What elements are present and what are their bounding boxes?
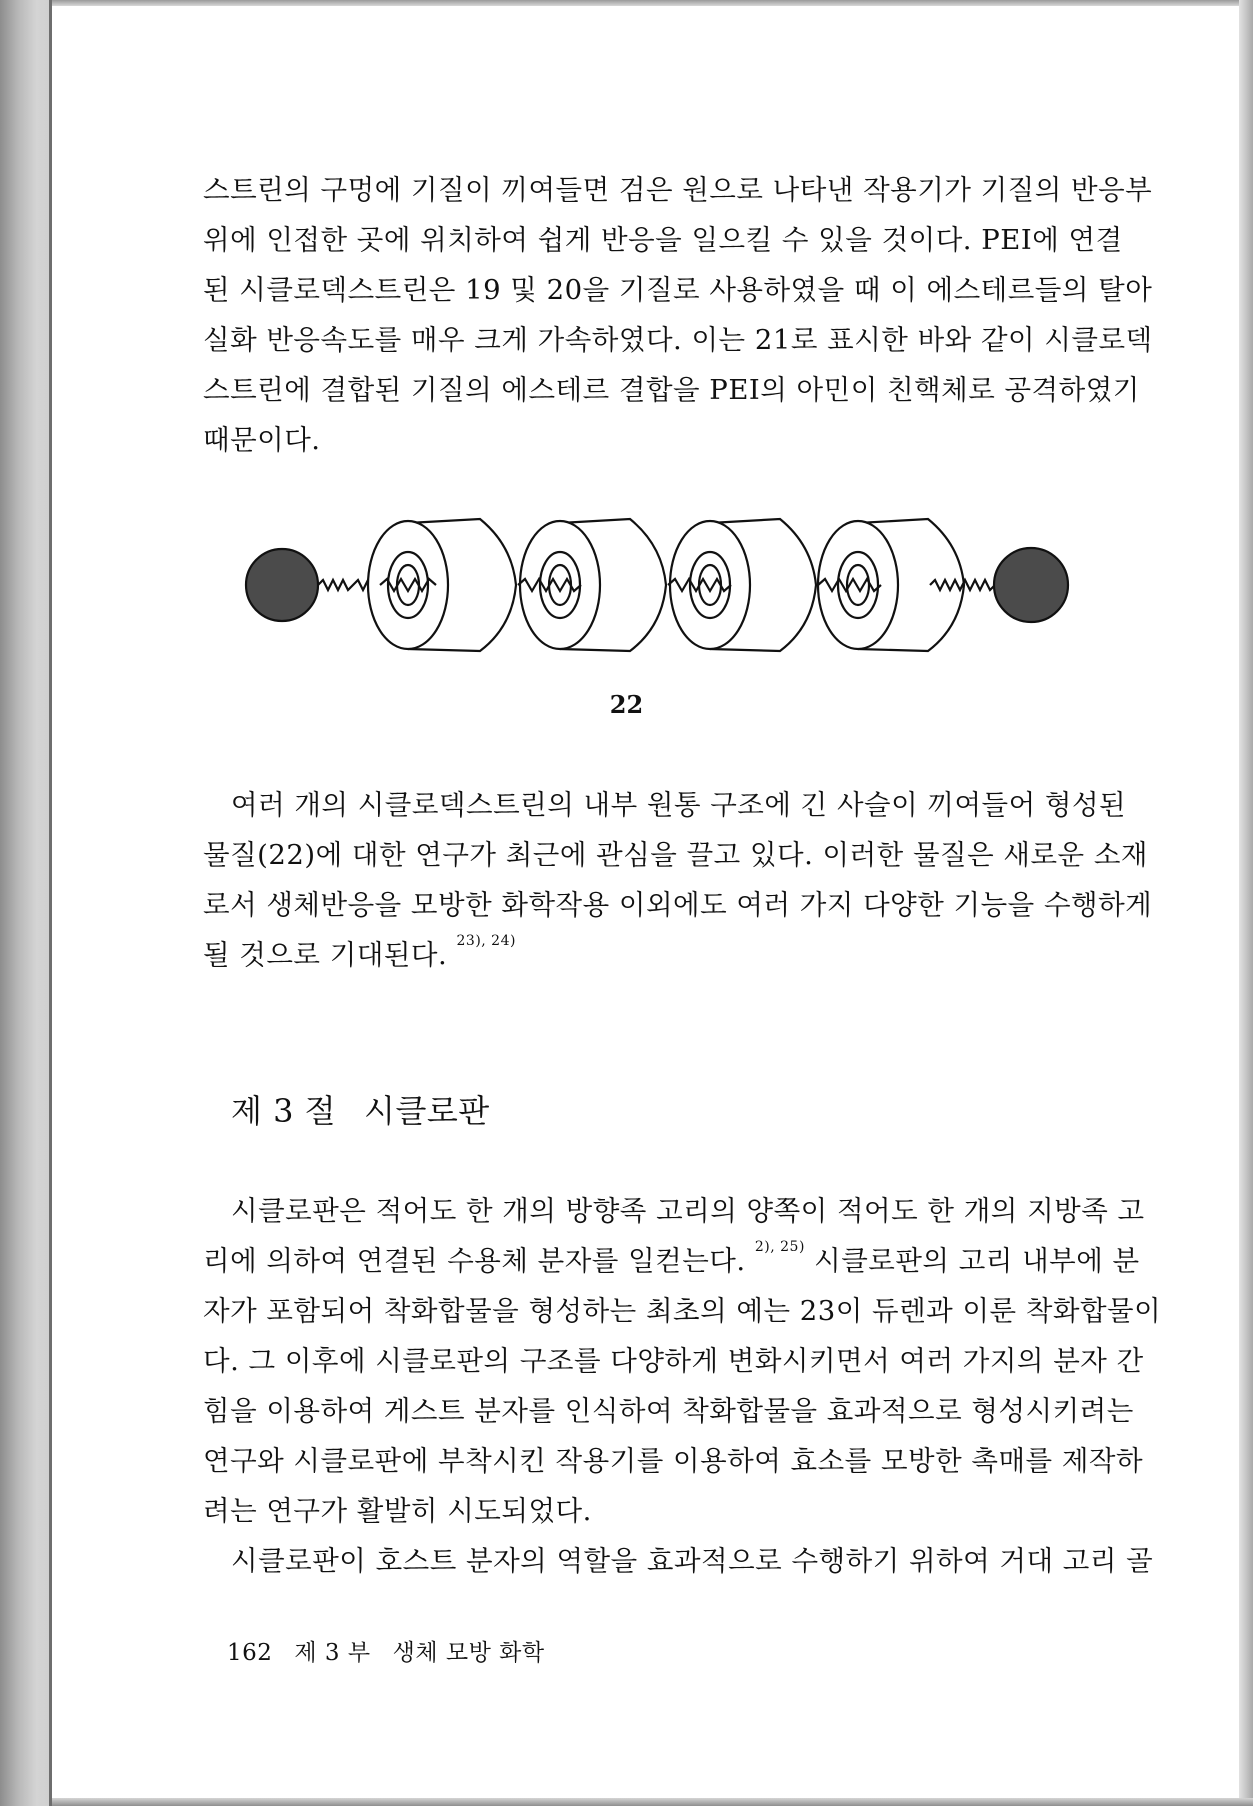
left-stopper-ball <box>246 549 318 621</box>
cyclodextrin-ring-1 <box>368 519 516 651</box>
paragraph-2 <box>203 780 1153 980</box>
text-line: 힘을 이용하여 게스트 분자를 인식하여 착화합물을 효과적으로 형성시키려는 <box>203 1395 1134 1427</box>
text-line: 스트린의 구멍에 기질이 끼여들면 검은 원으로 나타낸 작용기가 기질의 반응부 <box>203 174 1153 206</box>
part-title: 생체 모방 화학 <box>392 1640 545 1666</box>
text-line: 된 시클로덱스트린은 19 및 20을 기질로 사용하였을 때 이 에스테르들의 탈아 <box>203 274 1153 306</box>
text-line: 스트린에 결합된 기질의 에스테르 결합을 PEI의 아민이 친핵체로 공격하였기 <box>203 374 1140 406</box>
part-number: 제 3 부 <box>294 1640 371 1666</box>
section-number: 제 3 절 <box>231 1092 337 1130</box>
text-line: 로서 생체반응을 모방한 화학작용 이외에도 여러 가지 다양한 기능을 수행하게 <box>203 889 1153 921</box>
polyrotaxane-figure <box>230 505 1080 680</box>
text-line: 될 것으로 기대된다. $^{23), 24)}$ <box>203 933 516 971</box>
text-line: 연구와 시클로판에 부착시킨 작용기를 이용하여 효소를 모방한 촉매를 제작하 <box>203 1445 1144 1477</box>
text-line: 물질(22)에 대한 연구가 최근에 관심을 끌고 있다. 이러한 물질은 새로운 소재 <box>203 839 1148 871</box>
cyclodextrin-ring-2 <box>518 519 666 651</box>
text-line: 때문이다. <box>203 424 321 456</box>
paragraph-3 <box>203 1186 1162 1586</box>
reference-superscript: 2), 25) <box>754 1239 805 1255</box>
page-footer <box>227 1634 545 1667</box>
cyclodextrin-ring-3 <box>668 519 816 651</box>
text-line: 시클로판이 호스트 분자의 역할을 효과적으로 수행하기 위하여 거대 고리 골 <box>231 1545 1154 1577</box>
section-title: 시클로판 <box>364 1092 490 1130</box>
text-line: 다. 그 이후에 시클로판의 구조를 다양하게 변화시키면서 여러 가지의 분자 간 <box>203 1345 1144 1377</box>
text-line: 리에 의하여 연결된 수용체 분자를 일컫는다. $^{2), 25)}$ 시클로판의 고리 내부에 분 <box>203 1239 1140 1277</box>
book-spine-edge <box>0 0 52 1806</box>
paragraph-1 <box>203 165 1153 465</box>
text-line: 자가 포함되어 착화합물을 형성하는 최초의 예는 23이 듀렌과 이룬 착화합물이 <box>203 1295 1162 1327</box>
text-line: 실화 반응속도를 매우 크게 가속하였다. 이는 21로 표시한 바와 같이 시클로덱 <box>203 324 1153 356</box>
text-line: 시클로판은 적어도 한 개의 방향족 고리의 양쪽이 적어도 한 개의 지방족 고 <box>231 1195 1145 1227</box>
page-edge-right <box>1239 0 1253 1806</box>
text-line: 위에 인접한 곳에 위치하여 쉽게 반응을 일으킬 수 있을 것이다. PEI에 연결 <box>203 224 1123 256</box>
page-edge-bottom <box>52 1798 1253 1806</box>
reference-superscript: 23), 24) <box>456 933 516 949</box>
figure-label: 22 <box>609 690 644 719</box>
section-heading <box>231 1086 490 1132</box>
right-stopper-ball <box>994 548 1068 622</box>
text-line: 여러 개의 시클로덱스트린의 내부 원통 구조에 긴 사슬이 끼여들어 형성된 <box>231 789 1127 821</box>
text-line: 려는 연구가 활발히 시도되었다. <box>203 1495 592 1527</box>
page-number: 162 <box>227 1640 273 1666</box>
